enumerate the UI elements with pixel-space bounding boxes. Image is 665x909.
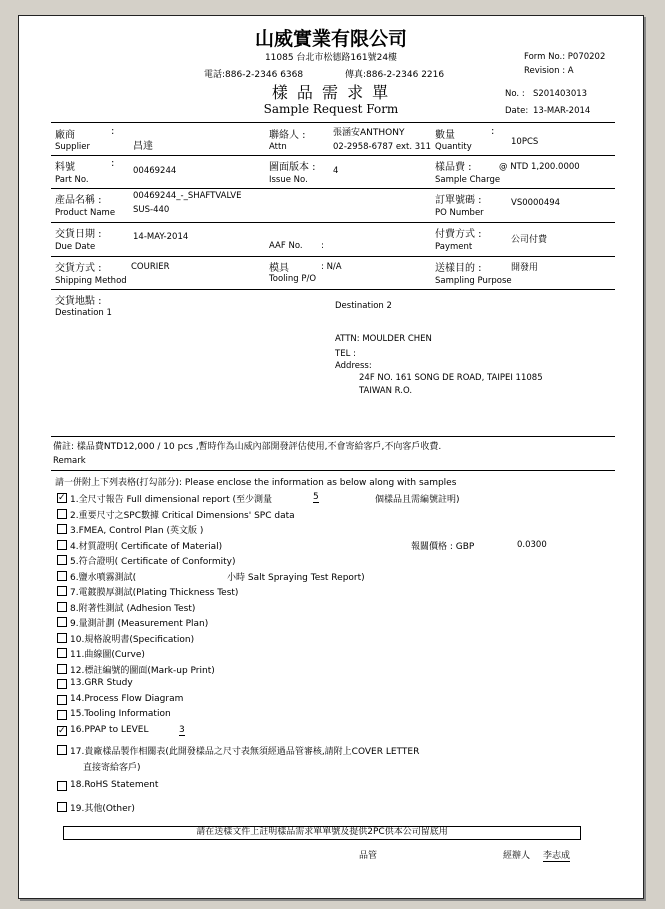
- payment-label-cn: 付費方式 :: [435, 229, 482, 240]
- checklist-item-label: 5.符合證明( Certificate of Conformity): [70, 557, 236, 567]
- purpose-value: 開發用: [511, 263, 539, 273]
- supplier-colon: :: [111, 126, 115, 137]
- checklist-checkbox[interactable]: [57, 710, 67, 720]
- attn-phone: 02-2958-6787 ext. 311: [333, 142, 431, 152]
- handler-label: 經辦人: [503, 851, 531, 861]
- destination1-label-cn: 交貨地點 :: [55, 296, 102, 307]
- divider: [51, 188, 615, 189]
- divider: [51, 289, 615, 290]
- charge-label-en: Sample Charge: [435, 175, 501, 185]
- remark-text: 備註: 樣品費NTD12,000 / 10 pcs ,暫時作為山威內部開發評估使用,不會寄給客戶,不向客戶收費.: [53, 442, 442, 452]
- checklist-checkbox[interactable]: [57, 586, 67, 596]
- checklist-checkbox[interactable]: [57, 617, 67, 627]
- product-value-line1: 00469244_-_SHAFTVALVE: [133, 191, 242, 201]
- check-mark-icon: ✓: [58, 725, 66, 736]
- checklist-item-label: 13.GRR Study: [70, 678, 133, 688]
- form-title-cn: 樣 品 需 求 單: [271, 83, 391, 102]
- checklist-item-label: 9.量測計劃 (Measurement Plan): [70, 619, 209, 629]
- quantity-label-en: Quantity: [435, 142, 472, 152]
- checklist-checkbox[interactable]: [57, 509, 67, 519]
- checklist-checkbox[interactable]: [57, 802, 67, 812]
- divider: [51, 470, 615, 471]
- checklist-item-label: 7.電鍍膜厚測試(Plating Thickness Test): [70, 588, 239, 598]
- checklist-item-label: 2.重要尺寸之SPC數據 Critical Dimensions' SPC data: [70, 510, 295, 521]
- payment-label-en: Payment: [435, 242, 473, 252]
- destination-address-line1: 24F NO. 161 SONG DE ROAD, TAIPEI 11085: [359, 373, 543, 383]
- purpose-label-cn: 送樣目的 :: [435, 263, 482, 274]
- tooling-label-en: Tooling P/O: [269, 274, 317, 284]
- quantity-value: 10PCS: [511, 137, 539, 147]
- customs-price-value: 0.0300: [517, 539, 547, 550]
- ship-label-cn: 交貨方式 :: [55, 263, 102, 274]
- attn-label-cn: 聯絡人 :: [269, 130, 306, 141]
- checklist-checkbox[interactable]: [57, 633, 67, 643]
- checklist-item-label: 10.規格說明書(Specification): [70, 634, 195, 645]
- checklist-item-label: 12.標註編號的圖面(Mark-up Print): [70, 665, 215, 676]
- destination1-label-en: Destination 1: [55, 308, 112, 318]
- form-number: Form No.: P070202: [524, 52, 606, 62]
- checklist-checkbox[interactable]: [57, 664, 67, 674]
- ship-value: COURIER: [131, 262, 170, 272]
- checklist-item-label: 3.FMEA, Control Plan (英文版 ): [70, 526, 204, 536]
- issue-label-en: Issue No.: [269, 175, 308, 185]
- request-no-value: S201403013: [533, 89, 588, 99]
- checklist-item-label: 14.Process Flow Diagram: [70, 693, 184, 704]
- checklist-checkbox[interactable]: [57, 695, 67, 705]
- part-value: 00469244: [133, 166, 177, 176]
- checklist-item-value: 5: [313, 492, 319, 502]
- form-title-en: Sample Request Form: [263, 102, 399, 116]
- destination-tel: TEL :: [335, 349, 356, 359]
- form-revision: Revision : A: [524, 66, 574, 76]
- part-label-cn: 料號: [55, 162, 75, 173]
- checklist-item-label: 1.全尺寸報告 Full dimensional report (至少測量: [70, 495, 273, 505]
- issue-label-cn: 圖面版本 :: [269, 162, 316, 173]
- customs-price-label: 報關價格 : GBP: [411, 541, 475, 552]
- checklist-item-label: 15.Tooling Information: [70, 709, 171, 719]
- po-label-en: PO Number: [435, 208, 484, 218]
- date-label: Date:: [505, 106, 529, 116]
- checklist-checkbox[interactable]: [57, 726, 67, 736]
- part-label-en: Part No.: [55, 175, 89, 185]
- tooling-label-cn: 模具: [269, 263, 289, 274]
- checklist-item-label: 19.其他(Other): [70, 803, 135, 814]
- checklist-checkbox[interactable]: [57, 571, 67, 581]
- checklist-item-suffix: 小時 Salt Spraying Test Report): [227, 572, 365, 583]
- checklist-checkbox[interactable]: [57, 679, 67, 689]
- quantity-colon: :: [491, 126, 495, 137]
- checklist-checkbox[interactable]: [57, 745, 67, 755]
- destination2-label: Destination 2: [335, 301, 392, 311]
- checklist-checkbox[interactable]: [57, 540, 67, 550]
- checklist-item-label: 8.附著性測試 (Adhesion Test): [70, 603, 196, 614]
- date-value: 13-MAR-2014: [533, 106, 591, 116]
- tooling-value: : N/A: [321, 262, 342, 272]
- checklist-item-label: 16.PPAP to LEVEL: [70, 724, 149, 735]
- checklist-checkbox[interactable]: [57, 781, 67, 791]
- quantity-label-cn: 數量: [435, 130, 455, 141]
- po-value: VS0000494: [511, 198, 561, 208]
- checklist-item-suffix: 個樣品且需編號註明): [375, 495, 460, 505]
- ship-label-en: Shipping Method: [55, 276, 127, 286]
- destination-address-line2: TAIWAN R.O.: [359, 386, 413, 396]
- issue-value: 4: [333, 166, 339, 176]
- due-label-en: Due Date: [55, 242, 96, 252]
- checklist-item-label: 11.曲線圖(Curve): [70, 650, 145, 660]
- payment-value: 公司付費: [511, 235, 548, 245]
- checklist-checkbox[interactable]: [57, 524, 67, 534]
- product-value-line2: SUS-440: [133, 205, 170, 215]
- form-sheet: [18, 15, 644, 899]
- request-no-label: No. :: [505, 89, 525, 99]
- attn-value: 張涵安ANTHONY: [333, 128, 405, 138]
- checklist-item-label: 6.鹽水噴霧測試(: [70, 572, 137, 583]
- checklist-checkbox[interactable]: [57, 648, 67, 658]
- charge-label-cn: 樣品費 :: [435, 162, 472, 173]
- remark-label-en: Remark: [53, 456, 86, 466]
- checklist-item-label-line2: 直接寄給客戶): [83, 762, 141, 773]
- company-name: 山威實業有限公司: [254, 28, 407, 50]
- divider: [51, 222, 615, 223]
- enclose-header: 請一併附上下列表格(打勾部分): Please enclose the information as below along with samples: [55, 478, 457, 488]
- supplier-label-en: Supplier: [55, 142, 91, 152]
- divider: [51, 436, 615, 437]
- destination-address-label: Address:: [335, 361, 372, 371]
- footer-notice: 請在送樣文件上註明樣品需求單單號及提供2PC供本公司留底用: [196, 827, 448, 837]
- company-phone: 電話:886-2-2346 6368: [204, 70, 304, 80]
- product-label-cn: 產品名稱 :: [55, 195, 102, 206]
- due-label-cn: 交貨日期 :: [55, 229, 102, 240]
- supplier-value: 昌達: [133, 141, 153, 152]
- due-value: 14-MAY-2014: [133, 232, 189, 242]
- product-label-en: Product Name: [55, 208, 116, 218]
- po-label-cn: 訂單號碼 :: [435, 195, 482, 206]
- checklist-checkbox[interactable]: [57, 555, 67, 565]
- divider: [51, 256, 615, 257]
- checklist-item-label: 18.RoHS Statement: [70, 779, 159, 790]
- purpose-label-en: Sampling Purpose: [435, 276, 512, 286]
- supplier-label-cn: 廠商: [55, 130, 75, 141]
- checklist-checkbox[interactable]: [57, 602, 67, 612]
- charge-value: @ NTD 1,200.0000: [499, 162, 580, 172]
- company-address: 11085 台北市松德路161號24樓: [264, 53, 398, 63]
- divider: [51, 122, 615, 123]
- checklist-item-label: 4.材質證明( Certificate of Material): [70, 541, 223, 552]
- part-colon: :: [111, 158, 115, 169]
- aaf-colon: :: [321, 241, 324, 251]
- checklist-item-value: 3: [179, 724, 185, 735]
- company-fax: 傳真:886-2-2346 2216: [345, 70, 445, 80]
- checklist-checkbox[interactable]: [57, 493, 67, 503]
- aaf-label: AAF No.: [269, 241, 303, 251]
- check-mark-icon: ✓: [58, 493, 66, 503]
- checklist-item-label: 17.貴廠樣品製作相關表(此開發樣品之尺寸表無須經過品管審核,請附上COVER LETTER: [70, 746, 420, 757]
- handler-name: 李志成: [543, 848, 570, 862]
- attn-label-en: Attn: [269, 142, 287, 152]
- divider: [51, 155, 615, 156]
- destination-attn: ATTN: MOULDER CHEN: [335, 334, 432, 344]
- qc-label: 品管: [359, 851, 378, 861]
